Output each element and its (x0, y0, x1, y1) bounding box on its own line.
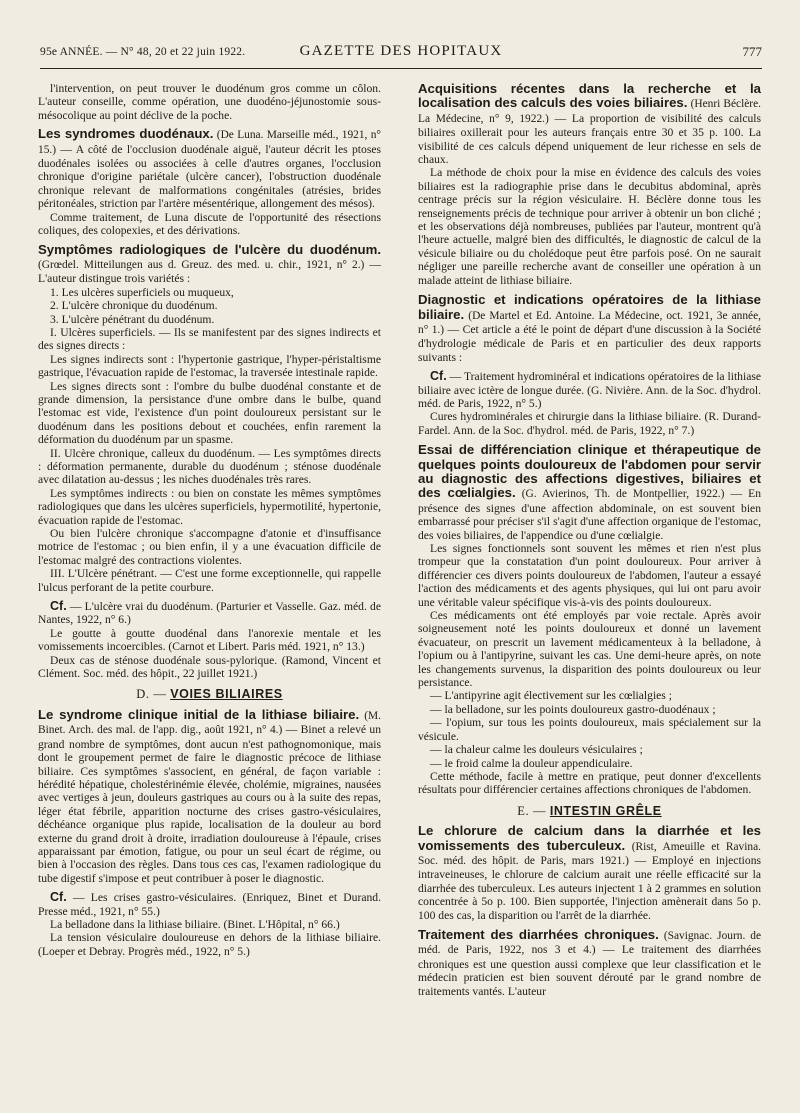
issue-info: 95e ANNÉE. — N° 48, 20 et 22 juin 1922. (40, 46, 246, 58)
article-citation: (M. Binet. Arch. des mal. de l'app. dig., août 1921, n° 4.) (38, 709, 381, 737)
section-title: VOIES BILIAIRES (170, 687, 283, 702)
article-title: Symptômes radiologiques de l'ulcère du duodénum. (38, 242, 381, 258)
article-body: — L'auteur distingue trois variétés : (38, 257, 381, 286)
article-paragraph: Comme traitement, de Luna discute de l'opportunité des résections coliques, des colopexies, et des dérivations. (38, 210, 381, 238)
article-paragraph: Les signes fonctionnels sont souvent les mêmes et rien n'est plus trompeur que la constatation d'un point douloureux. Pour arriver à différencier ces divers points douloureux de l'abdomen, l'auteur a essayé l'action des médicaments et des agents physiques, qui lui ont paru avoir une véritable valeur spécifique vis-à-vis des points douloureux. (418, 542, 761, 609)
left-column (38, 82, 381, 964)
cf-label: Cf. (50, 599, 67, 614)
cf-paragraph: Le goutte à goutte duodénal dans l'anorexie mentale et les vomissements incoercibles. (Carnot et Libert. Paris méd. 1921, n° 13.) (38, 626, 381, 654)
article-citation: (De Luna. Marseille méd., 1921, n° 15.) (38, 129, 381, 156)
list-item: — la chaleur calme les douleurs vésiculaires ; (430, 743, 643, 757)
article-citation: (Rist, Ameuille et Ravina. Soc. méd. des hôpit. de Paris, mars 1921.) (418, 840, 762, 867)
article-citation: (De Martel et Ed. Antoine. La Médecine, oct. 1921, 3e année, n° 1.) (418, 309, 761, 336)
article-paragraph: Ou bien l'ulcère chronique s'accompagne d'atonie et d'insuffisance motrice de l'estomac ; ou bien enfin, il y a une évacuation difficile de l'estomac malgré des contractions violentes. (38, 527, 381, 567)
article-paragraph: Les signes directs sont : l'ombre du bulbe duodénal constante et de grande dimension, la persistance d'une ombre dans le bulbe, quand l'estomac est vide, l'existence d'un point douloureux persistant sur le duodénum dans les positions debout et couchées, enfin rarement la déformation du duodénum par un spasme. (38, 379, 381, 447)
article-body: — Employé en injections intraveineuses, le chlorure de calcium aurait une réelle efficacité sur la diarrhée des tuberculeux. Les auteurs injectent 1 à 2 grammes en solution concentrée à 5o p. 100. Bien supportée, l'injection amènerait dans 5o p. 100 des cas, la disparition ou l'arrêt de la diarrhée. (418, 853, 761, 922)
article-title: Le syndrome clinique initial de la lithiase biliaire. (38, 706, 360, 722)
cf-paragraph: La tension vésiculaire douloureuse en dehors de la lithiase biliaire. (Loeper et Debray. Progrès méd., 1922, n° 5.) (38, 931, 381, 958)
cf-label: Cf. (430, 369, 447, 384)
article-chronic-diarrhea (418, 928, 761, 998)
list-item: 3. L'ulcère pénétrant du duodénum. (50, 312, 215, 326)
article-duodenal-syndromes (38, 127, 381, 237)
article-body: — Binet a relevé un grand nombre de symptômes, dont aucun n'est pathognomonique, mais dont le groupement permet de faire le diagnostic précoce de lithiase biliaire. Ces symptômes s'associent, en général, de façon variable : hérédité hépatique, cholestérinémie élevée, cholémie, migraines, nausées avec vertiges à jeun, douleurs gastriques au cours ou à la suite des repas, léger état fébrile, apparition nocturne des crises gastro-vésiculaires, déchéance organique plus rapide, localisation de la douleur au bord externe du grand droit à droite, irradiation douloureuse à l'épaule, crises apparaissant par émotion, fatigue, ou pour un seul écart de régime, ou bien à l'occasion des règles. Dans tous ces cas, l'examen radiologique du tube digestif s'impose et peut contribuer à poser le diagnostic. (38, 723, 381, 885)
cf-paragraph: Cures hydrominérales et chirurgie dans la lithiase biliaire. (R. Durand-Fardel. Ann. de la Soc. d'hydrol. méd. de Paris, 1922, n° 7.) (418, 410, 761, 437)
section-I: I. Ulcères superficiels. — Ils se manifestent par des signes indirects et des signes directs : (38, 325, 381, 353)
article-citation: (G. Avierinos, Th. de Montpellier, 1922.) (521, 488, 725, 501)
article-body: — A côté de l'occlusion duodénale aiguë, l'auteur décrit les ptoses duodénales isolées ou associées à celle d'autres organes, l'occlusion chronique d'origine pariétale (ulcère cancer), l'obstruction duodénale chronique relevant de malformations congénitales (atrésies, brides péritonéales, striction par l'artère mésentérique, allongement des mésos). (38, 142, 381, 211)
cf-text: — Traitement hydrominéral et indications opératoires de la lithiase biliaire avec ictère de longue durée. (G. Nivière. Ann. de la Soc. d'hydrol. méd. de Paris, 1922, n° 5.) (418, 370, 761, 410)
article-citation: (Savignac. Journ. de méd. de Paris, 1922, nos 3 et 4.) (418, 929, 761, 957)
article-paragraph: Cette méthode, facile à mettre en pratique, peut donner d'excellents résultats pour différencier certaines affections chroniques de l'abdomen. (418, 769, 761, 797)
journal-title: GAZETTE DES HOPITAUX (299, 43, 503, 59)
list-item: 2. L'ulcère chronique du duodénum. (50, 299, 218, 313)
article-title: Essai de différenciation clinique et thérapeutique de quelques points douloureux de l'abdomen pour servir au diagnostic des affections digestives, biliaires et des cœlialgies. (418, 442, 761, 501)
drug-effects-list (418, 689, 761, 769)
section-heading-intestine (418, 805, 761, 818)
cf-block-biliary (38, 891, 381, 958)
cf-text: — L'ulcère vrai du duodénum. (Parturier et Vasselle. Gaz. méd. de Nantes, 1922, n° 6.) (38, 600, 381, 627)
article-citation: (Henri Béclère. La Médecine, n° 9, 1922.) (418, 98, 761, 125)
section-letter: E. — (517, 803, 547, 818)
section-II: II. Ulcère chronique, calleux du duodénum. — Les symptômes directs : déformation permanente, durable du duodénum ; sténose duodénale avec dilatation au-dessus ; les niches duodénales très rares. (38, 446, 381, 487)
article-diagnostic-indications (418, 293, 761, 364)
article-title: Diagnostic et indications opératoires de la lithiase biliaire. (418, 292, 761, 322)
page-header (40, 38, 762, 69)
article-paragraph: Ces médicaments ont été employés par voie rectale. Après avoir soigneusement noté les points douloureux et donné un lavement évacuateur, on prescrit un lavement médicamenteux à la belladone, à l'opium ou à l'antipyrine, suivant les cas. Une demi-heure après, on note les changements survenus, la disparition des points douloureux ou leur persistance. (418, 609, 761, 690)
list-item: — l'opium, sur tous les points douloureux, mais spécialement sur la vésicule. (418, 716, 761, 743)
article-title: Les syndromes duodénaux. (38, 126, 214, 142)
cf-block-hydromineral (418, 370, 761, 437)
cf-block-duodenum (38, 600, 381, 680)
section-III: III. L'Ulcère pénétrant. — C'est une forme exceptionnelle, qui rappelle l'ulcus perforant de la petite courbure. (38, 567, 381, 594)
article-body: — En présence des signes d'une affection abdominale, on est souvent bien embarrassé pour préciser s'il s'agit d'une affection organique de l'estomac, des voies biliaires, de l'appendice ou d'une cœlialgie. (418, 487, 762, 542)
article-body: — La proportion de visibilité des calculs biliaires oxillerait pour les auteurs français entre 30 et 35 p. 100. La visibilité de ces calculs dépend uniquement de leur richesse en sels de chaux. (418, 111, 762, 167)
list-item: — le froid calme la douleur appendiculaire. (430, 756, 633, 770)
page-number: 777 (742, 44, 762, 59)
article-title: Le chlorure de calcium dans la diarrhée et les vomissements des tuberculeux. (418, 823, 761, 853)
article-title: Acquisitions récentes dans la recherche et la localisation des calculs des voies biliaires. (418, 81, 761, 111)
section-heading-biliary (38, 688, 381, 701)
intro-paragraph: l'intervention, on peut trouver le duodénum gros comme un côlon. L'auteur conseille, comme opération, une duodéno-jéjunostomie sous-mésocolique au point déclive de la poche. (38, 82, 381, 122)
list-item: 1. Les ulcères superficiels ou muqueux, (50, 285, 234, 299)
article-calculi-localisation (418, 82, 761, 287)
article-citation: (Grœdel. Mitteilungen aus d. Greuz. des med. u. chir., 1921, n° 2.) (38, 258, 365, 271)
cf-paragraph: Deux cas de sténose duodénale sous-pylorique. (Ramond, Vincent et Clément. Soc. méd. des hôpit., 22 juillet 1921.) (38, 653, 381, 681)
list-item: — la belladone, sur les points douloureux gastro-duodénaux ; (430, 702, 716, 716)
article-painful-points (418, 443, 761, 797)
article-paragraph: Les signes indirects sont : l'hypertonie gastrique, l'hyper-péristaltisme gastrique, l'évacuation rapide de l'estomac, la traversée intestinale rapide. (38, 352, 381, 380)
cf-label: Cf. (50, 890, 67, 905)
right-column (418, 82, 761, 1004)
article-lithiasis-syndrome (38, 708, 381, 885)
article-paragraph: Les symptômes indirects : ou bien on constate les mêmes symptômes radiologiques que dans les ulcères superficiels, hypermotilité, hypertonie, évacuation rapide de l'estomac. (38, 486, 381, 527)
article-paragraph: La méthode de choix pour la mise en évidence des calculs des voies biliaires est la radiographie prise dans le decubitus abdominal, après centrage précis sur la région vésiculaire. H. Béclère donne tous les renseignements précis de technique pour arriver à obtenir un bon cliché ; et les observations déjà nombreuses, publiées par l'auteur, montrent qu'à l'heure actuelle, malgré bien des difficultés, le diagnostic de calcul de la vésicule biliaire ou du cholédoque peut être parfois posé. On ne saurait négliger une pareille recherche avant de conseiller une opération à un malade atteint de lithiase biliaire. (418, 166, 761, 287)
list-item: — L'antipyrine agit électivement sur les cœlialgies ; (430, 689, 672, 703)
section-letter: D. — (136, 687, 167, 702)
article-radiological-ulcer (38, 243, 381, 594)
cf-text: — Les crises gastro-vésiculaires. (Enriquez, Binet et Durand. Presse méd., 1921, n° 55.) (38, 891, 381, 918)
article-title: Traitement des diarrhées chroniques. (418, 926, 659, 942)
article-body: — Cet article a été le point de départ d'une discussion à la Société d'hydrologie médicale de Paris et en particulier des deux rapports suivants : (418, 322, 761, 364)
cf-paragraph: La belladone dans la lithiase biliaire. (Binet. L'Hôpital, n° 66.) (50, 917, 340, 931)
article-calcium-chloride (418, 824, 761, 922)
article-body: — Le traitement des diarrhées chroniques est une question aussi complexe que leur classification et le médecin praticien est bien souvent dérouté par le grand nombre de traitements vantés. L'auteur (418, 943, 761, 998)
variety-list (38, 286, 381, 326)
section-title: INTESTIN GRÊLE (549, 803, 662, 818)
